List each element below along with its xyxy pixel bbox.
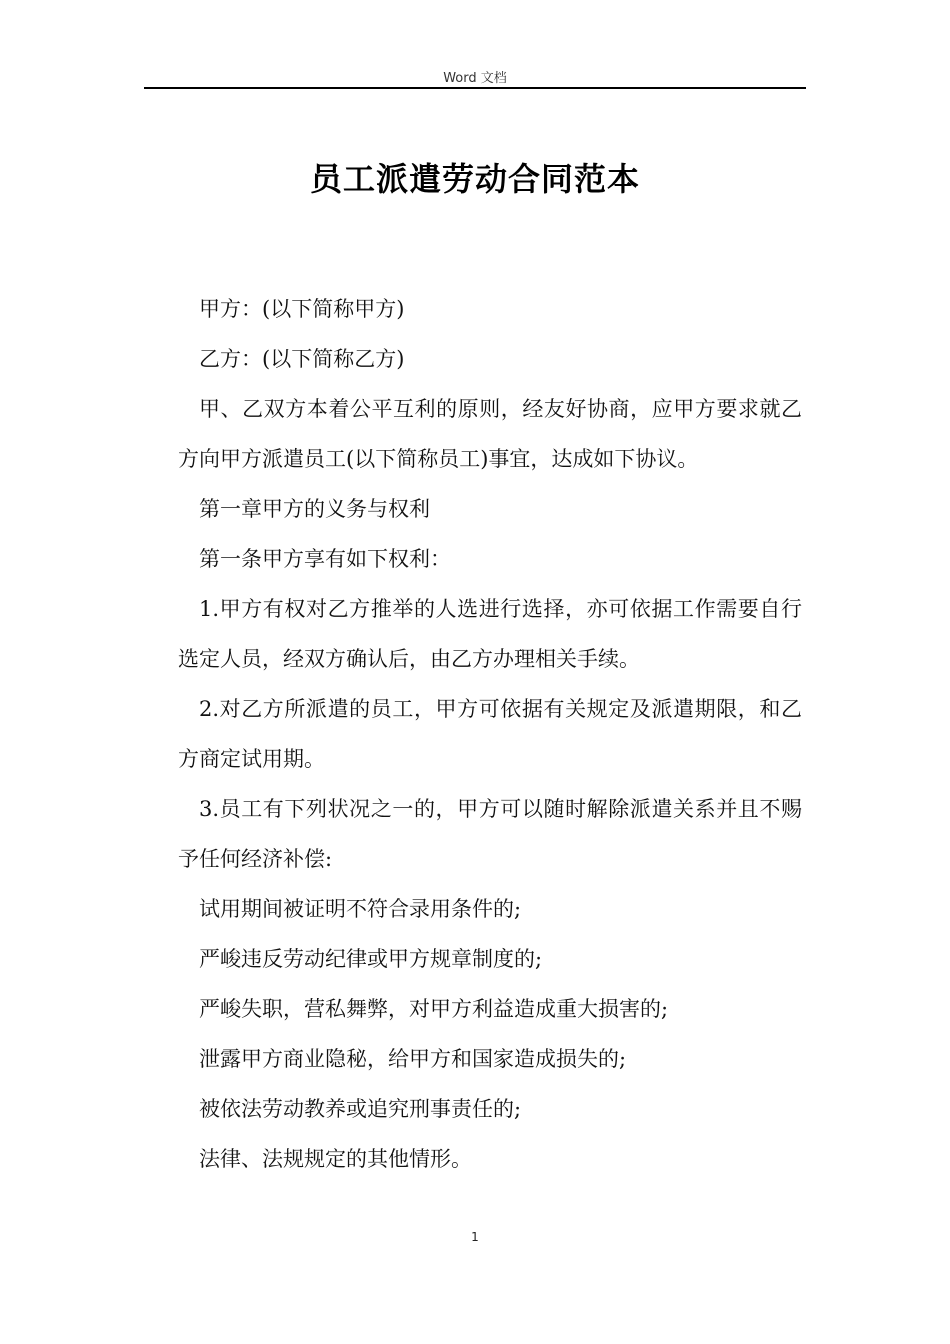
condition-item: 法律、法规规定的其他情形。 bbox=[199, 1147, 472, 1171]
document-title: 员工派遣劳动合同范本 bbox=[309, 160, 640, 198]
page-header-label: Word 文档 bbox=[443, 71, 507, 86]
clause-3: 3.员工有下列状况之一的，甲方可以随时解除派遣关系并且不赐予任何经济补偿: bbox=[178, 797, 802, 871]
condition-item: 严峻违反劳动纪律或甲方规章制度的; bbox=[199, 947, 543, 971]
clause-2: 2.对乙方所派遣的员工，甲方可依据有关规定及派遣期限，和乙方商定试用期。 bbox=[178, 697, 802, 771]
article-heading: 第一条甲方享有如下权利： bbox=[199, 547, 451, 571]
page-number: 1 bbox=[471, 1230, 479, 1244]
paragraph-party-b: 乙方：(以下简称乙方) bbox=[199, 347, 405, 371]
clause-1: 1.甲方有权对乙方推举的人选进行选择，亦可依据工作需要自行选定人员，经双方确认后，由乙方办理相关手续。 bbox=[178, 597, 802, 671]
paragraph-party-a: 甲方：(以下简称甲方) bbox=[199, 297, 405, 321]
document-body bbox=[178, 284, 802, 1184]
paragraph-preamble: 甲、乙双方本着公平互利的原则，经友好协商，应甲方要求就乙方向甲方派遣员工(以下简称员工)事宜，达成如下协议。 bbox=[178, 397, 802, 471]
condition-item: 泄露甲方商业隐秘，给甲方和国家造成损失的; bbox=[199, 1047, 627, 1071]
condition-item: 被依法劳动教养或追究刑事责任的; bbox=[199, 1097, 522, 1121]
condition-item: 试用期间被证明不符合录用条件的; bbox=[199, 897, 522, 921]
chapter-heading: 第一章甲方的义务与权利 bbox=[199, 497, 430, 521]
header-divider bbox=[144, 87, 806, 89]
condition-item: 严峻失职，营私舞弊，对甲方利益造成重大损害的; bbox=[199, 997, 669, 1021]
